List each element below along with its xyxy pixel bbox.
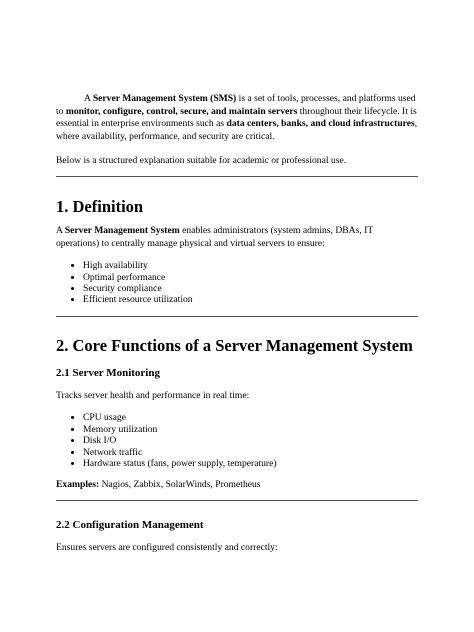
examples-label: Examples: — [56, 479, 100, 491]
definition-paragraph — [56, 225, 418, 250]
monitoring-examples — [56, 479, 418, 492]
list-item: • High availability — [83, 260, 418, 271]
divider — [56, 176, 418, 177]
document-content — [56, 93, 418, 555]
divider — [56, 500, 418, 501]
intro-note: Below is a structured explanation suitable for academic or professional use. — [56, 155, 347, 167]
intro-bold-term: Server Management System (SMS) — [92, 93, 237, 104]
definition-heading: 1. Definition — [56, 196, 144, 216]
divider — [56, 316, 418, 317]
list-item: • Disk I/O — [83, 435, 418, 446]
intro-bold-functions: monitor, configure, control, secure, and maintain servers — [65, 105, 298, 117]
intro-paragraph — [56, 93, 418, 143]
definition-list — [56, 260, 418, 306]
list-item: • Efficient resource utilization — [83, 294, 418, 305]
monitoring-list — [56, 412, 418, 469]
intro-text: throughout their lifecycle. It is essential in enterprise environments such as — [56, 105, 417, 130]
examples-text: Nagios, Zabbix, SolarWinds, Prometheus — [99, 479, 261, 491]
list-item: • Memory utilization — [83, 424, 418, 435]
definition-text: enables administrators (system admins, DBAs, IT operations) to centrally manage physical and virtual servers to ensure: — [56, 224, 374, 249]
intro-text: , where availability, performance, and security are critical. — [56, 118, 418, 142]
definition-bold-term: Server Management System — [64, 224, 180, 236]
intro-text: A — [84, 93, 93, 104]
core-functions-heading: 2. Core Functions of a Server Management System — [56, 335, 413, 355]
intro-bold-environments: data centers, banks, and cloud infrastructures — [226, 118, 415, 130]
list-item: • Optimal performance — [83, 272, 418, 283]
monitoring-intro: Tracks server health and performance in real time: — [56, 389, 250, 401]
configuration-heading: 2.2 Configuration Management — [56, 519, 204, 531]
list-item: • Security compliance — [83, 283, 418, 294]
definition-text: A — [56, 224, 65, 236]
list-item: • Network traffic — [83, 447, 418, 458]
monitoring-heading: 2.1 Server Monitoring — [56, 366, 160, 379]
configuration-intro: Ensures servers are configured consistently and correctly: — [56, 542, 278, 553]
intro-text: is a set of tools, processes, and platforms used to — [56, 93, 416, 117]
list-item: • CPU usage — [83, 412, 418, 423]
list-item: • Hardware status (fans, power supply, temperature) — [83, 458, 418, 469]
